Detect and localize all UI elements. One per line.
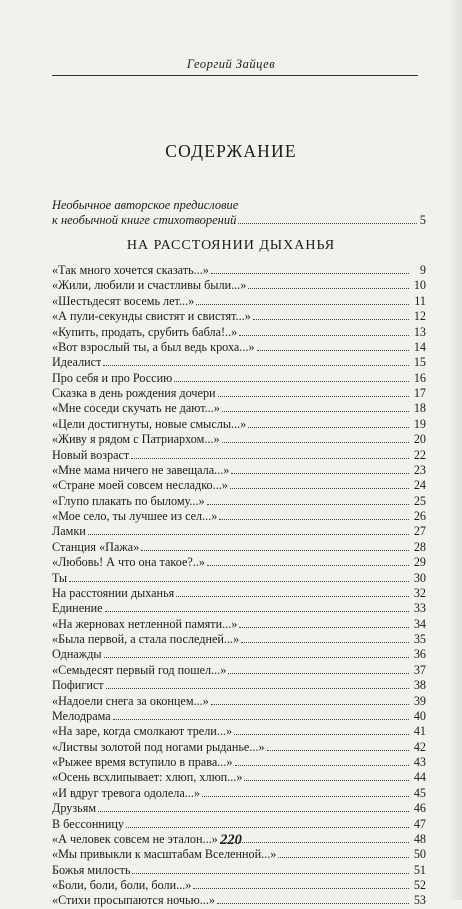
toc-entry-title: «Так много хочется сказать...»: [52, 263, 209, 277]
toc-entry-page: 48: [413, 831, 426, 846]
dot-leader: [267, 750, 409, 751]
toc-entry: [52, 678, 426, 693]
toc-entry-title: «Боли, боли, боли, боли...»: [52, 878, 192, 892]
toc-entry: [52, 401, 426, 416]
toc-entry-title: Сказка в день рождения дочери: [52, 386, 216, 400]
dot-leader: [126, 827, 409, 828]
toc-entry: [52, 371, 426, 386]
toc-entry-title: Единение: [52, 601, 103, 616]
toc-entry-title: «А пули-секунды свистят и свистят...»: [52, 309, 251, 324]
toc-entry-title: «Вот взрослый ты, а был ведь кроха...»: [52, 339, 255, 354]
dot-leader: [104, 657, 409, 658]
toc-entry-page: 35: [413, 632, 426, 646]
toc-entry-title: Идеалист: [52, 355, 102, 370]
dot-leader: [196, 304, 409, 305]
toc-entry-title: «Мое село, ты лучшее из сел...»: [52, 509, 218, 523]
preface-title-line-2: к необычной книге стихотворений: [52, 213, 237, 227]
dot-leader: [141, 550, 409, 551]
toc-entry-title: Про себя и про Россию: [52, 370, 173, 385]
toc-entry-page: 43: [413, 755, 426, 769]
toc-entry-title: Пофигист: [52, 678, 104, 693]
toc-entry: [52, 432, 426, 447]
toc-entry-title: Новый возраст: [52, 447, 130, 462]
toc-entry-page: 44: [413, 770, 426, 785]
toc-entry: [52, 494, 426, 509]
toc-entry-title: «Осень всхлипывает: хлюп, хлюп...»: [52, 770, 243, 785]
toc-entry-page: 53: [413, 893, 426, 908]
toc-entry: [52, 478, 426, 493]
toc-entry-page: 46: [413, 801, 426, 816]
dot-leader: [193, 888, 409, 889]
toc-entry: [52, 524, 426, 539]
dot-leader: [235, 765, 410, 766]
toc-entry-page: 45: [413, 785, 426, 800]
toc-entry-title: «Стихи просыпаются ночью...»: [52, 893, 215, 908]
toc-entry: [52, 540, 426, 555]
dot-leader: [238, 223, 416, 224]
running-head: Георгий Зайцев: [186, 57, 276, 71]
toc-entry: [52, 786, 426, 801]
preface-title-line-1: Необычное авторское предисловие: [52, 198, 239, 212]
toc-entry-page: 23: [413, 462, 426, 477]
dot-leader: [218, 396, 409, 397]
toc-entry-title: «Цели достигнуты, новые смыслы...»: [52, 416, 247, 431]
toc-entry: [52, 617, 426, 632]
toc-entry: [52, 601, 426, 616]
toc-entry-title: Мелодрама: [52, 708, 111, 723]
toc-entry: [52, 340, 426, 355]
dot-leader: [239, 627, 409, 628]
toc-entry: [52, 709, 426, 724]
dot-leader: [241, 642, 409, 643]
toc-entry-title: «Мне мама ничего не завещала...»: [52, 462, 230, 477]
toc-entry-title: «Была первой, а стала последней...»: [52, 632, 240, 646]
toc-entry-page: 24: [413, 478, 426, 493]
toc-entry: [52, 847, 426, 862]
dot-leader: [174, 381, 409, 382]
dot-leader: [88, 534, 409, 535]
dot-leader: [222, 442, 409, 443]
dot-leader: [244, 780, 409, 781]
toc-entry-title: Однажды: [52, 647, 102, 662]
toc-entry-title: «Мы привыкли к масштабам Вселенной...»: [52, 847, 277, 862]
toc-entry: [52, 878, 426, 893]
toc-entry: [52, 893, 426, 908]
toc-entry-page: 16: [413, 370, 426, 385]
page-number: 220: [220, 832, 242, 848]
toc-entry: [52, 448, 426, 463]
toc-entry-title: «Рыжее время вступило в права...»: [52, 755, 233, 769]
toc-entry: [52, 355, 426, 370]
toc-entry: [52, 325, 426, 340]
dot-leader: [257, 350, 409, 351]
toc-entry-page: 27: [413, 524, 426, 539]
toc-entry-title: «Листвы золотой под ногами рыданье...»: [52, 739, 265, 754]
toc-entry: [52, 509, 426, 524]
toc-entry: [52, 755, 426, 770]
toc-entry: [52, 463, 426, 478]
toc-entry-title: Божья милость: [52, 862, 131, 877]
dot-leader: [131, 458, 409, 459]
toc-entry-page: 50: [413, 847, 426, 862]
dot-leader: [98, 811, 409, 812]
toc-entry: [52, 863, 426, 878]
toc-entry: [52, 724, 426, 739]
toc-entry-page: 40: [413, 708, 426, 723]
dot-leader: [211, 273, 409, 274]
dot-leader: [239, 335, 409, 336]
toc-entry: [52, 770, 426, 785]
toc-entry-page: 14: [413, 339, 426, 354]
toc-entry-title: Ламки: [52, 524, 86, 539]
toc-entry: [52, 417, 426, 432]
dot-leader: [207, 504, 409, 505]
toc-entry-page: 39: [413, 693, 426, 708]
toc-entry: [52, 801, 426, 816]
toc-entry-title: «А человек совсем не эталон...»: [52, 831, 218, 846]
toc-entry-title: Друзьям: [52, 801, 97, 816]
toc-entry-title: В бессонницу: [52, 816, 125, 831]
toc-entry-page: 28: [413, 539, 426, 554]
dot-leader: [207, 565, 409, 566]
toc-entry-page: 26: [413, 509, 426, 523]
toc-entry-page: 9: [419, 263, 426, 277]
toc-entry-page: 10: [413, 278, 426, 293]
toc-entry-title: «Глупо плакать по былому...»: [52, 493, 205, 508]
dot-leader: [248, 288, 409, 289]
dot-leader: [113, 719, 409, 720]
toc-entry-page: 25: [413, 493, 426, 508]
section-heading: НА РАССТОЯНИИ ДЫХАНЬЯ: [126, 238, 336, 253]
toc-entry-page: 34: [413, 616, 426, 631]
toc-entry-title: «Любовь! А что она такое?..»: [52, 555, 205, 570]
toc-entry: [52, 263, 426, 278]
toc-entry-title: «Шестьдесят восемь лет...»: [52, 293, 195, 308]
dot-leader: [106, 688, 409, 689]
toc-entry-page: 17: [413, 386, 426, 400]
toc-entry-page: 37: [413, 662, 426, 677]
toc-entry-page: 36: [413, 647, 426, 662]
toc-entry: [52, 647, 426, 662]
toc-list: [52, 263, 426, 909]
preface-entry: [52, 198, 426, 228]
toc-entry-page: 22: [413, 447, 426, 462]
toc-title: СОДЕРЖАНИЕ: [165, 141, 297, 161]
toc-entry-title: «На заре, когда смолкают трели...»: [52, 724, 233, 739]
toc-entry-title: «Надоели снега за оконцем...»: [52, 693, 209, 708]
toc-entry: [52, 740, 426, 755]
dot-leader: [69, 581, 409, 582]
toc-entry: [52, 571, 426, 586]
toc-entry: [52, 278, 426, 293]
toc-entry: [52, 555, 426, 570]
toc-entry: [52, 386, 426, 401]
toc-entry-page: 11: [414, 293, 426, 308]
toc-entry: [52, 586, 426, 601]
dot-leader: [176, 596, 409, 597]
toc-entry: [52, 632, 426, 647]
page-edge-shadow: [448, 0, 462, 900]
dot-leader: [105, 611, 409, 612]
dot-leader: [132, 873, 409, 874]
toc-entry-page: 19: [413, 416, 426, 431]
toc-entry-title: «Купить, продать, срубить бабла!..»: [52, 324, 238, 339]
dot-leader: [248, 427, 409, 428]
toc-entry-title: «Живу я рядом с Патриархом...»: [52, 432, 220, 447]
toc-entry-page: 12: [413, 309, 426, 324]
toc-entry-title: «Жили, любили и счастливы были...»: [52, 278, 247, 293]
dot-leader: [219, 519, 409, 520]
dot-leader: [234, 734, 409, 735]
toc-entry-title: «И вдруг тревога одолела...»: [52, 785, 200, 800]
toc-entry-page: 41: [413, 724, 426, 739]
toc-entry-title: «Мне соседи скучать не дают...»: [52, 401, 220, 416]
toc-entry-page: 38: [413, 678, 426, 693]
toc-entry-page: 33: [413, 601, 426, 616]
toc-entry-title: «На жерновах нетленной памяти...»: [52, 616, 238, 631]
toc-entry-title: Ты: [52, 570, 68, 585]
toc-entry-page: 30: [413, 570, 426, 585]
toc-entry-page: 18: [413, 401, 426, 416]
toc-entry-title: На расстоянии дыханья: [52, 585, 175, 600]
toc-entry-page: 29: [413, 555, 426, 570]
toc-entry-page: 51: [413, 862, 426, 877]
toc-entry-title: «Семьдесят первый год пошел...»: [52, 662, 227, 677]
toc-entry-page: 47: [413, 816, 426, 831]
preface-page-number: 5: [419, 213, 426, 227]
dot-leader: [278, 857, 409, 858]
toc-entry-page: 20: [413, 432, 426, 447]
toc-entry: [52, 694, 426, 709]
dot-leader: [202, 796, 409, 797]
toc-entry: [52, 294, 426, 309]
dot-leader: [231, 473, 409, 474]
dot-leader: [228, 673, 409, 674]
toc-entry: [52, 663, 426, 678]
toc-entry-title: Станция «Пажа»: [52, 539, 140, 554]
toc-entry-page: 52: [413, 878, 426, 892]
toc-entry-page: 32: [413, 585, 426, 600]
dot-leader: [103, 365, 409, 366]
toc-entry: [52, 817, 426, 832]
dot-leader: [217, 903, 409, 904]
dot-leader: [211, 704, 409, 705]
toc-entry-page: 13: [413, 324, 426, 339]
toc-entry-title: «Стране моей совсем несладко...»: [52, 478, 228, 493]
dot-leader: [230, 488, 409, 489]
dot-leader: [253, 319, 409, 320]
toc-entry-page: 15: [413, 355, 426, 370]
header-rule: [52, 75, 418, 76]
toc-entry-page: 42: [413, 739, 426, 754]
toc-entry: [52, 309, 426, 324]
dot-leader: [222, 411, 409, 412]
preface-title-line-2-row: [52, 213, 426, 228]
